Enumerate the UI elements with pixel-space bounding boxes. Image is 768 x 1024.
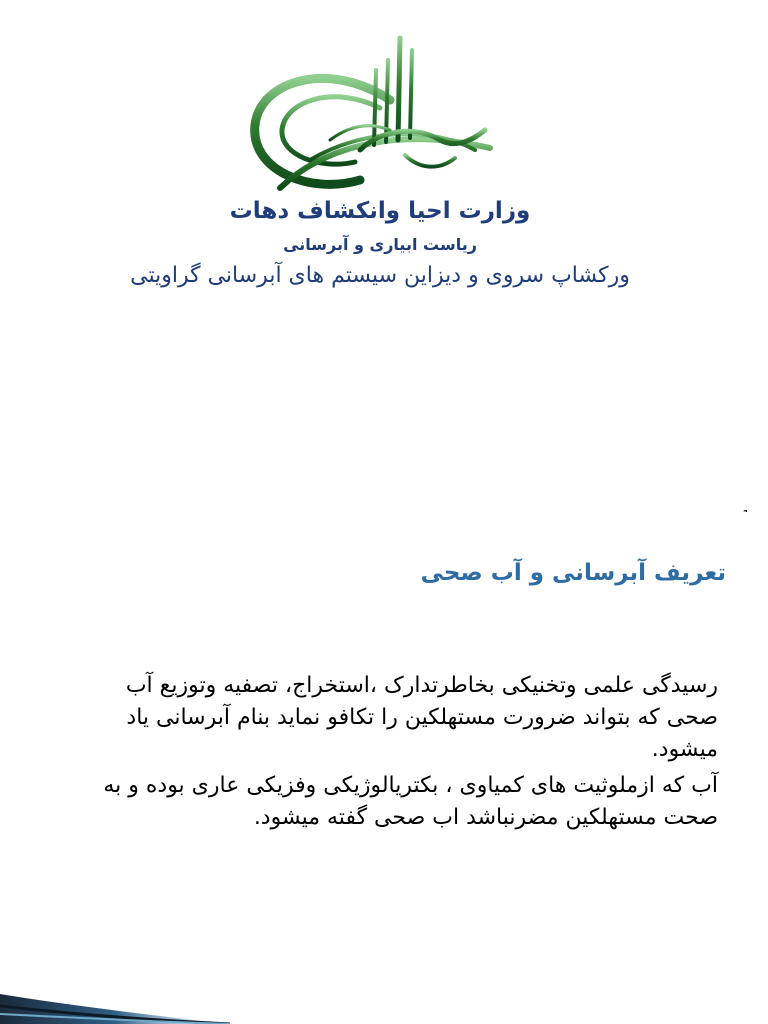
definition-paragraph-safe-water: آب که ازملوثیت های کمیاوی ، بکتریالوژیکی وفزیکی عاری بوده و به صحت مستهلکین مضرنباشد اب صحی گفته میشود. [103,773,718,830]
directorate-subtitle: ریاست ابیاری و آبرسانی [283,235,477,254]
slide-title: تعریف آبرسانی و آب صحی [420,560,726,586]
corner-wave-decoration [0,984,230,1024]
workshop-title: ورکشاپ سروی و دیزاین سیستم های آبرسانی گراویتی [130,263,630,288]
definition-paragraph-water-supply: رسیدگی علمی وتخنیکی بخاطرتدارک ،استخراج، تصفیه وتوزیع آب صحی که بتواند ضرورت مستهلکین را تکافو نماید بنام آبرسانی یاد میشود. [125,673,718,762]
bismillah-calligraphy-icon [240,30,500,198]
definition-text [98,670,718,838]
ministry-title: وزارت احیا وانکشاف دهات [229,198,531,224]
slide-2 [0,512,768,1024]
